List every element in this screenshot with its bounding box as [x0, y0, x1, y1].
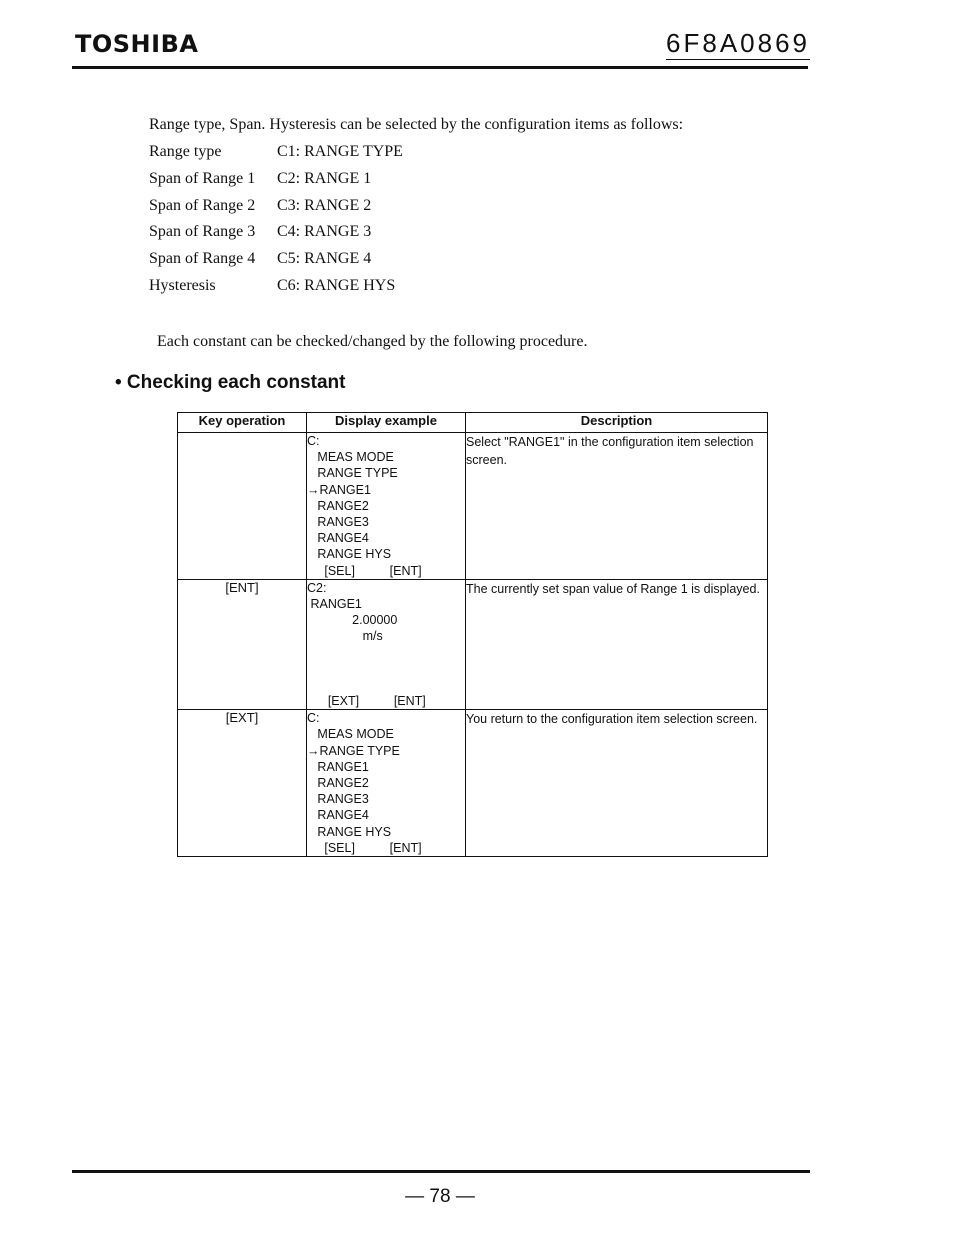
config-item-code: C2: RANGE 1: [277, 169, 372, 187]
key-operation-cell: [EXT]: [178, 710, 307, 857]
display-line: C:: [307, 711, 320, 726]
display-line: RANGE1: [307, 759, 369, 774]
table-row: [178, 579, 768, 710]
operation-table: [177, 412, 768, 857]
config-item-list: [149, 143, 403, 304]
display-line: RANGE4: [307, 808, 369, 823]
config-item-row: [149, 197, 403, 224]
table-row: [178, 433, 768, 580]
display-line: m/s: [307, 629, 383, 644]
display-line: MEAS MODE: [307, 450, 394, 465]
display-line: [SEL] [ENT]: [307, 840, 422, 855]
display-line: RANGE4: [307, 531, 369, 546]
display-example-cell: [307, 433, 466, 580]
config-item-code: C1: RANGE TYPE: [277, 143, 403, 160]
key-operation-cell: [178, 433, 307, 580]
config-item-row: [149, 277, 403, 304]
config-item-code: C5: RANGE 4: [277, 250, 372, 268]
display-line: C2:: [307, 580, 327, 595]
display-line: RANGE HYS: [307, 824, 392, 839]
description-cell: You return to the configuration item selection screen.: [466, 710, 768, 857]
config-item-row: [149, 143, 403, 170]
display-line: [307, 644, 465, 660]
description-cell: Select "RANGE1" in the configuration item selection screen.: [466, 433, 768, 580]
footer-rule: [72, 1170, 810, 1173]
config-item-label: Range type: [149, 143, 222, 160]
display-line: RANGE3: [307, 514, 369, 529]
display-example-cell: [307, 579, 466, 710]
display-line: RANGE3: [307, 792, 369, 807]
display-line: →RANGE TYPE: [307, 743, 400, 758]
display-line: [307, 677, 465, 693]
intro-text: Range type, Span. Hysteresis can be selected by the configuration items as follows:: [149, 116, 684, 133]
config-item-label: Span of Range 2: [149, 196, 256, 214]
display-line: [307, 661, 465, 677]
display-line: RANGE2: [307, 498, 369, 513]
header-display-example: Display example: [307, 413, 466, 433]
brand-logo: TOSHIBA: [75, 30, 199, 58]
header-description: Description: [466, 413, 768, 433]
description-cell: The currently set span value of Range 1 is displayed.: [466, 579, 768, 710]
display-line: RANGE TYPE: [307, 466, 398, 481]
config-item-row: [149, 170, 403, 197]
key-operation-cell: [ENT]: [178, 579, 307, 710]
config-item-code: C3: RANGE 2: [277, 196, 372, 214]
config-item-label: Span of Range 3: [149, 223, 256, 241]
header-rule: [72, 66, 808, 69]
document-number: 6F8A0869: [666, 28, 810, 58]
section-title: • Checking each constant: [115, 372, 346, 393]
config-item-code: C4: RANGE 3: [277, 223, 372, 241]
display-line: [EXT] [ENT]: [307, 694, 426, 708]
display-line: MEAS MODE: [307, 727, 394, 742]
config-item-label: Span of Range 4: [149, 250, 256, 268]
display-line: RANGE HYS: [307, 547, 392, 562]
procedure-note: Each constant can be checked/changed by the following procedure.: [157, 333, 588, 350]
config-item-label: Hysteresis: [149, 276, 216, 294]
display-line: C:: [307, 434, 320, 448]
config-item-label: Span of Range 1: [149, 169, 256, 187]
header-key-operation: Key operation: [178, 413, 307, 433]
table-row: [178, 710, 768, 857]
config-item-row: [149, 223, 403, 250]
config-item-row: [149, 250, 403, 277]
display-line: 2.00000: [307, 613, 398, 628]
display-line: RANGE1: [307, 596, 362, 611]
page-number: — 78 —: [405, 1186, 475, 1207]
table-header-row: [178, 413, 768, 433]
config-item-code: C6: RANGE HYS: [277, 276, 396, 294]
display-example-cell: [307, 710, 466, 857]
display-line: [SEL] [ENT]: [307, 563, 422, 578]
display-line: RANGE2: [307, 775, 369, 790]
display-line: →RANGE1: [307, 482, 371, 497]
